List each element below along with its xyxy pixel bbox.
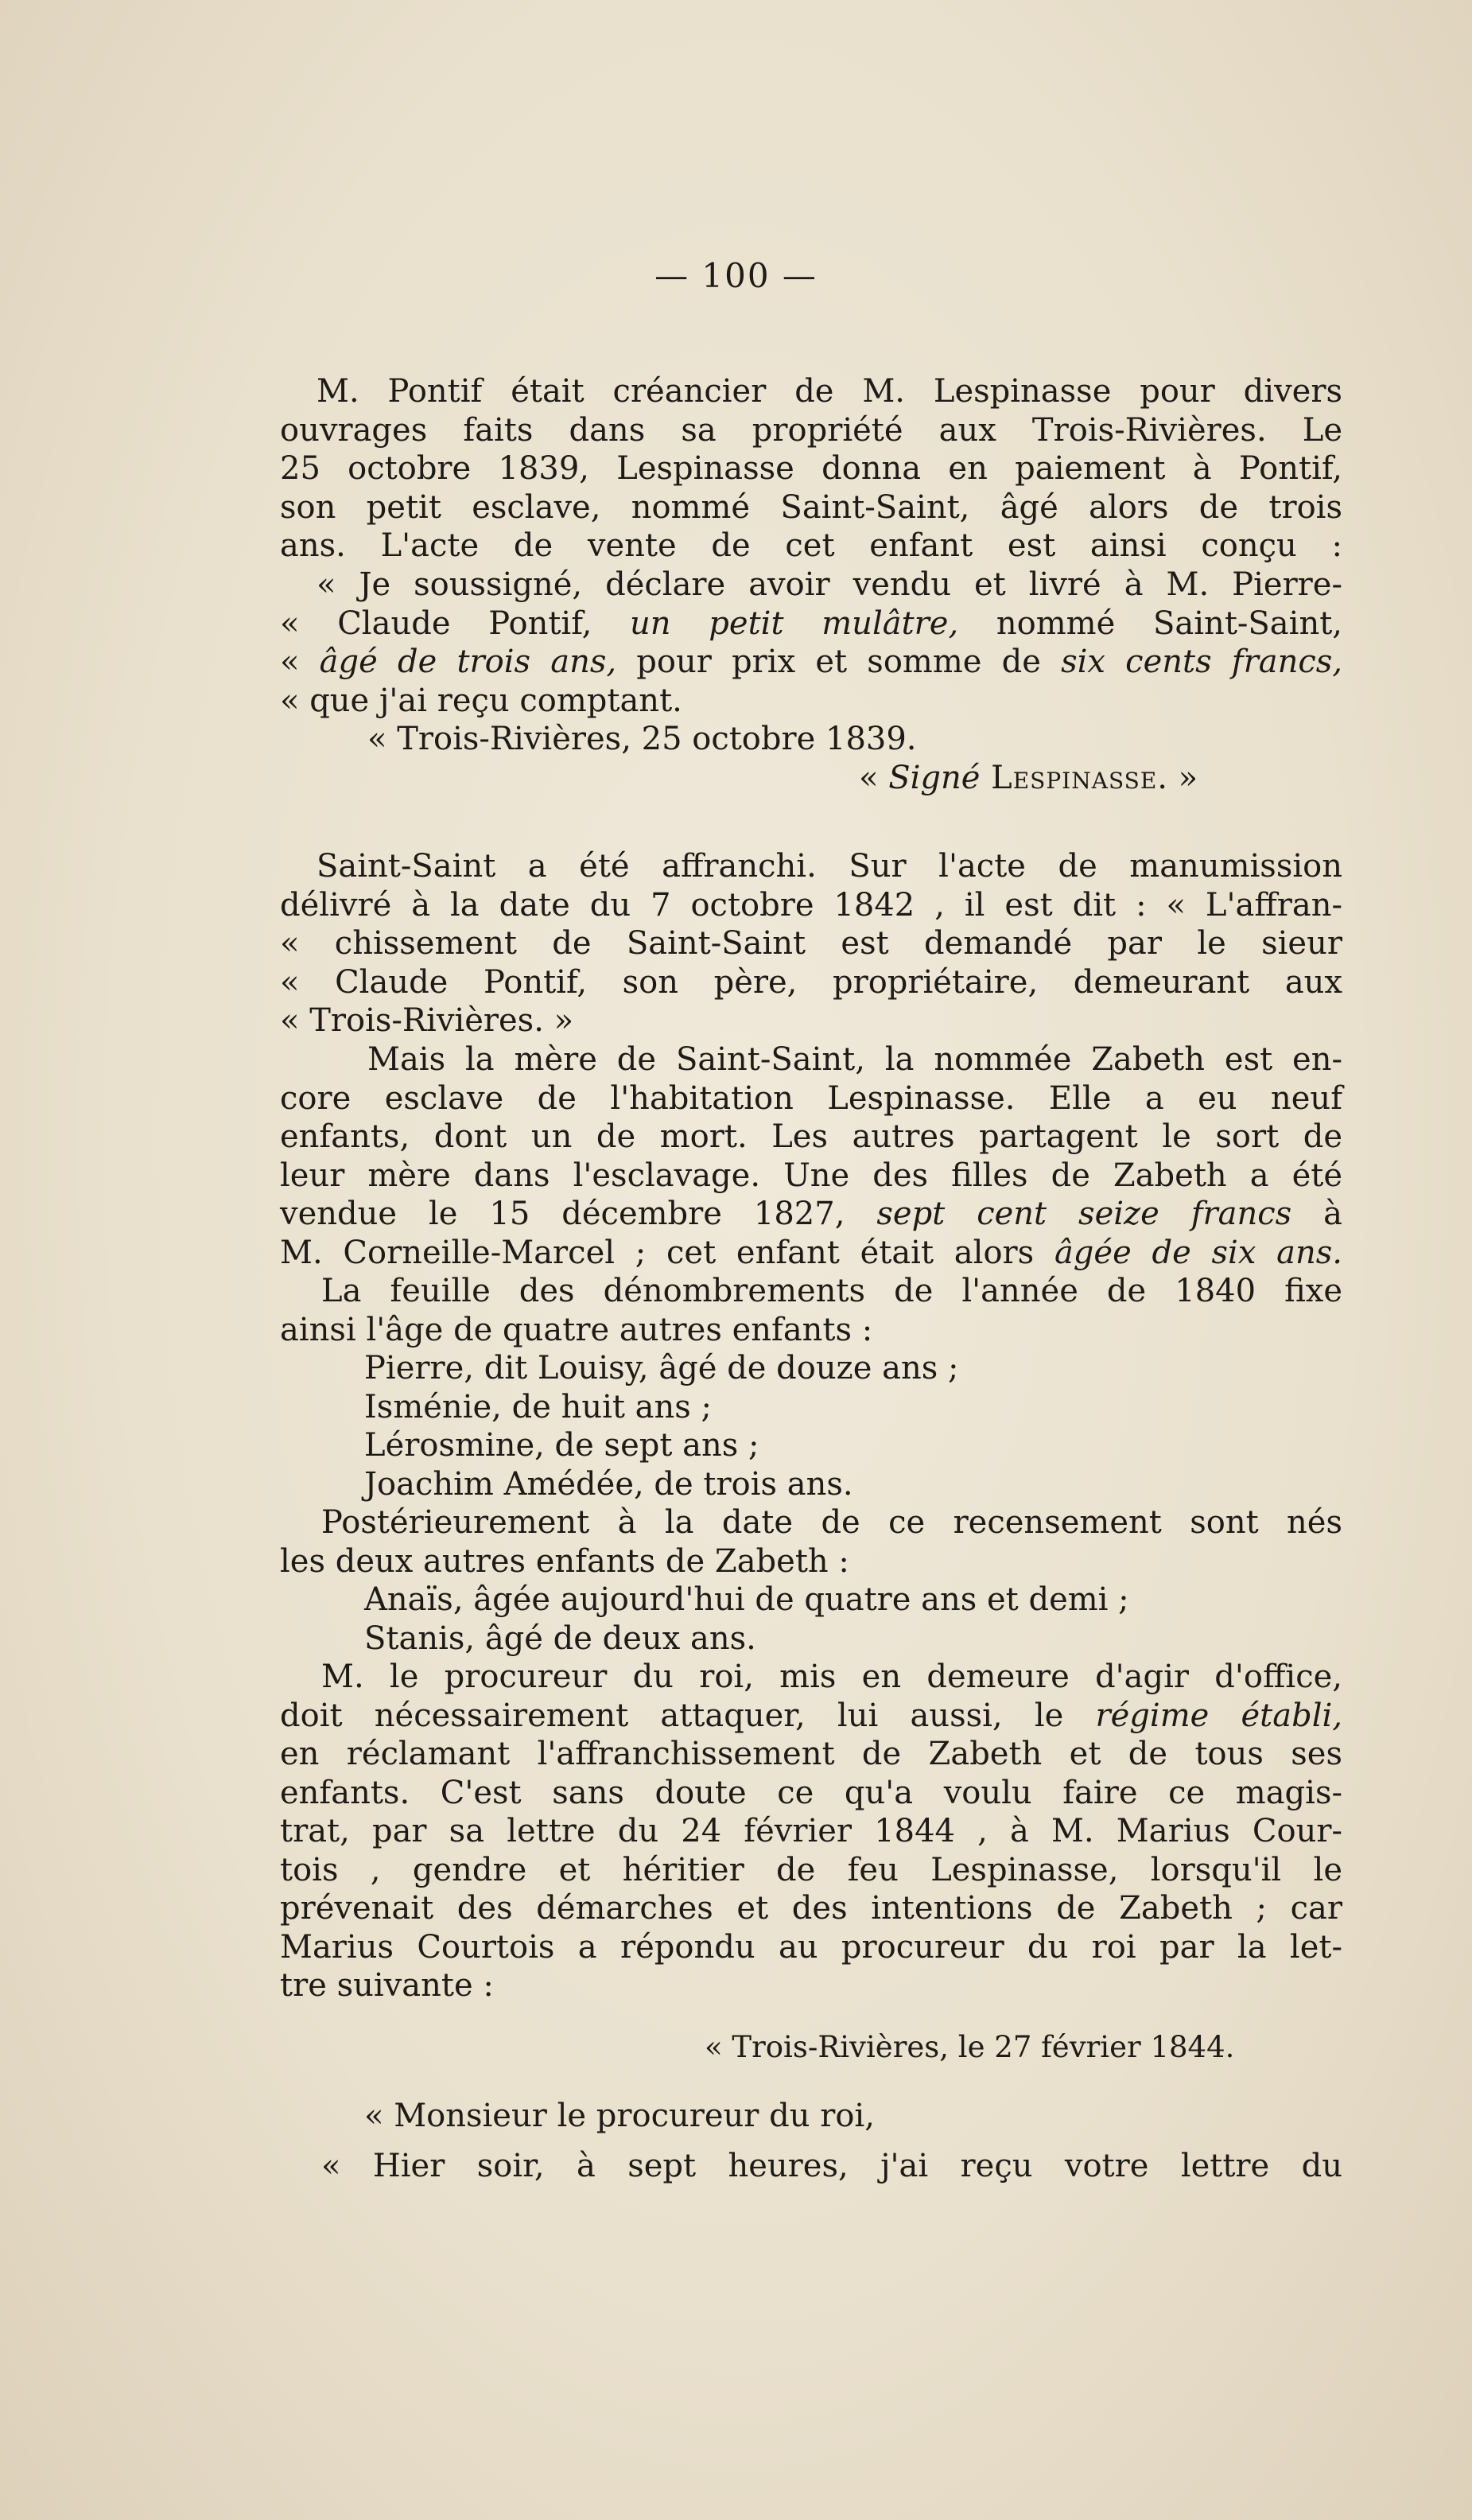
page-number: — 100 — xyxy=(654,256,818,295)
italic-segment: Signé xyxy=(888,759,981,796)
text-line xyxy=(280,605,1342,644)
deed-quotation xyxy=(280,566,1342,797)
text-line: prévenait des démarches et des intentions de Zabeth ; car xyxy=(280,1890,1342,1927)
paragraph-5 xyxy=(280,1503,1342,1658)
text-line: son petit esclave, nommé Saint-Saint, âgé alors de trois xyxy=(280,488,1342,526)
text-line: leur mère dans l'esclavage. Une des filles de Zabeth a été xyxy=(280,1157,1342,1194)
italic-segment: six cents francs, xyxy=(1061,644,1342,680)
text-line xyxy=(280,1195,1342,1234)
text-line: core esclave de l'habitation Lespinasse. Elle a eu neuf xyxy=(280,1079,1342,1117)
letter-dateline: « Trois-Rivières, le 27 février 1844. xyxy=(705,2030,1235,2064)
text-line: « chissement de Saint-Saint est demandé par le sieur xyxy=(280,925,1342,962)
text-line: « Je soussigné, déclare avoir vendu et livré à M. Pierre- xyxy=(317,566,1342,603)
text-line: 25 octobre 1839, Lespinasse donna en paiement à Pontif, xyxy=(280,450,1342,487)
italic-segment: sept cent seize francs xyxy=(876,1196,1292,1232)
signatory-name: Lespinasse. xyxy=(980,759,1168,796)
text-line: ans. L'acte de vente de cet enfant est ainsi conçu : xyxy=(280,527,1342,564)
text-line: trat, par sa lettre du 24 février 1844 , à M. Marius Cour- xyxy=(280,1813,1342,1849)
list-item: Isménie, de huit ans ; xyxy=(364,1388,713,1425)
text-line: M. le procureur du roi, mis en demeure d'agir d'office, xyxy=(321,1659,1342,1695)
text-line: ouvrages faits dans sa propriété aux Trois-Rivières. Le xyxy=(280,411,1342,449)
text-line: Mais la mère de Saint-Saint, la nommée Zabeth est en- xyxy=(367,1041,1342,1078)
letter-salutation: « Monsieur le procureur du roi, xyxy=(364,2098,875,2134)
paragraph-6 xyxy=(280,1658,1342,2005)
letter-body xyxy=(280,2097,1342,2185)
text-segment: « Claude Pontif, xyxy=(280,605,631,642)
text-segment: » xyxy=(1167,759,1198,796)
letter xyxy=(280,2028,1342,2067)
text-line: M. Pontif était créancier de M. Lespinasse pour divers xyxy=(317,373,1342,410)
text-line: La feuille des dénombrements de l'année de 1840 fixe xyxy=(321,1273,1342,1309)
text-line: Saint-Saint a été affranchi. Sur l'acte de manumission xyxy=(317,848,1342,885)
text-line: les deux autres enfants de Zabeth : xyxy=(280,1542,849,1580)
italic-segment: régime établi, xyxy=(1095,1697,1342,1734)
paragraph-1 xyxy=(280,372,1342,566)
text-line xyxy=(280,1697,1342,1736)
text-line: enfants. C'est sans doute ce qu'a voulu faire ce magis- xyxy=(280,1774,1342,1811)
paragraph-4 xyxy=(280,1272,1342,1503)
text-line: « Trois-Rivières, 25 octobre 1839. xyxy=(367,721,917,757)
text-line: Postérieurement à la date de ce recensement sont nés xyxy=(321,1504,1342,1541)
text-segment: à xyxy=(1291,1196,1343,1232)
text-segment: « xyxy=(280,644,320,680)
paragraph-2 xyxy=(280,847,1342,1040)
list-item: Pierre, dit Louisy, âgé de douze ans ; xyxy=(364,1350,959,1386)
paragraph-3 xyxy=(280,1040,1342,1272)
text-line: « Trois-Rivières. » xyxy=(280,1002,574,1039)
text-segment: vendue le 15 décembre 1827, xyxy=(280,1196,877,1232)
text-segment: « xyxy=(859,759,889,796)
text-line: Marius Courtois a répondu au procureur du roi par la let- xyxy=(280,1928,1342,1966)
text-segment: doit nécessairement attaquer, lui aussi, le xyxy=(280,1697,1096,1734)
text-line: enfants, dont un de mort. Les autres partagent le sort de xyxy=(280,1118,1342,1155)
text-line: délivré à la date du 7 octobre 1842 , il est dit : « L'affran- xyxy=(280,886,1342,924)
list-item: Stanis, âgé de deux ans. xyxy=(364,1620,756,1657)
italic-segment: âgée de six ans. xyxy=(1054,1234,1343,1271)
text-line: ainsi l'âge de quatre autres enfants : xyxy=(280,1311,873,1348)
signature-line xyxy=(280,759,1342,798)
text-line: « Hier soir, à sept heures, j'ai reçu votre lettre du xyxy=(321,2147,1342,2184)
italic-segment: âgé de trois ans, xyxy=(319,644,617,680)
italic-segment: un petit mulâtre, xyxy=(630,605,959,642)
text-line: tois , gendre et héritier de feu Lespinasse, lorsqu'il le xyxy=(280,1851,1342,1888)
text-line: « Claude Pontif, son père, propriétaire, demeurant aux xyxy=(280,963,1342,1001)
text-segment: M. Corneille-Marcel ; cet enfant était alors xyxy=(280,1234,1054,1271)
text-line: « que j'ai reçu comptant. xyxy=(280,682,682,719)
text-line xyxy=(280,643,1342,682)
list-item: Anaïs, âgée aujourd'hui de quatre ans et demi ; xyxy=(364,1581,1129,1618)
list-item: Lérosmine, de sept ans ; xyxy=(364,1427,759,1464)
text-segment: pour prix et somme de xyxy=(616,644,1062,680)
list-item: Joachim Amédée, de trois ans. xyxy=(364,1465,853,1503)
text-line: tre suivante : xyxy=(280,1967,494,2004)
text-line: en réclamant l'affranchissement de Zabeth et de tous ses xyxy=(280,1736,1342,1772)
text-line xyxy=(280,1234,1342,1273)
text-segment: nommé Saint-Saint, xyxy=(958,605,1342,642)
